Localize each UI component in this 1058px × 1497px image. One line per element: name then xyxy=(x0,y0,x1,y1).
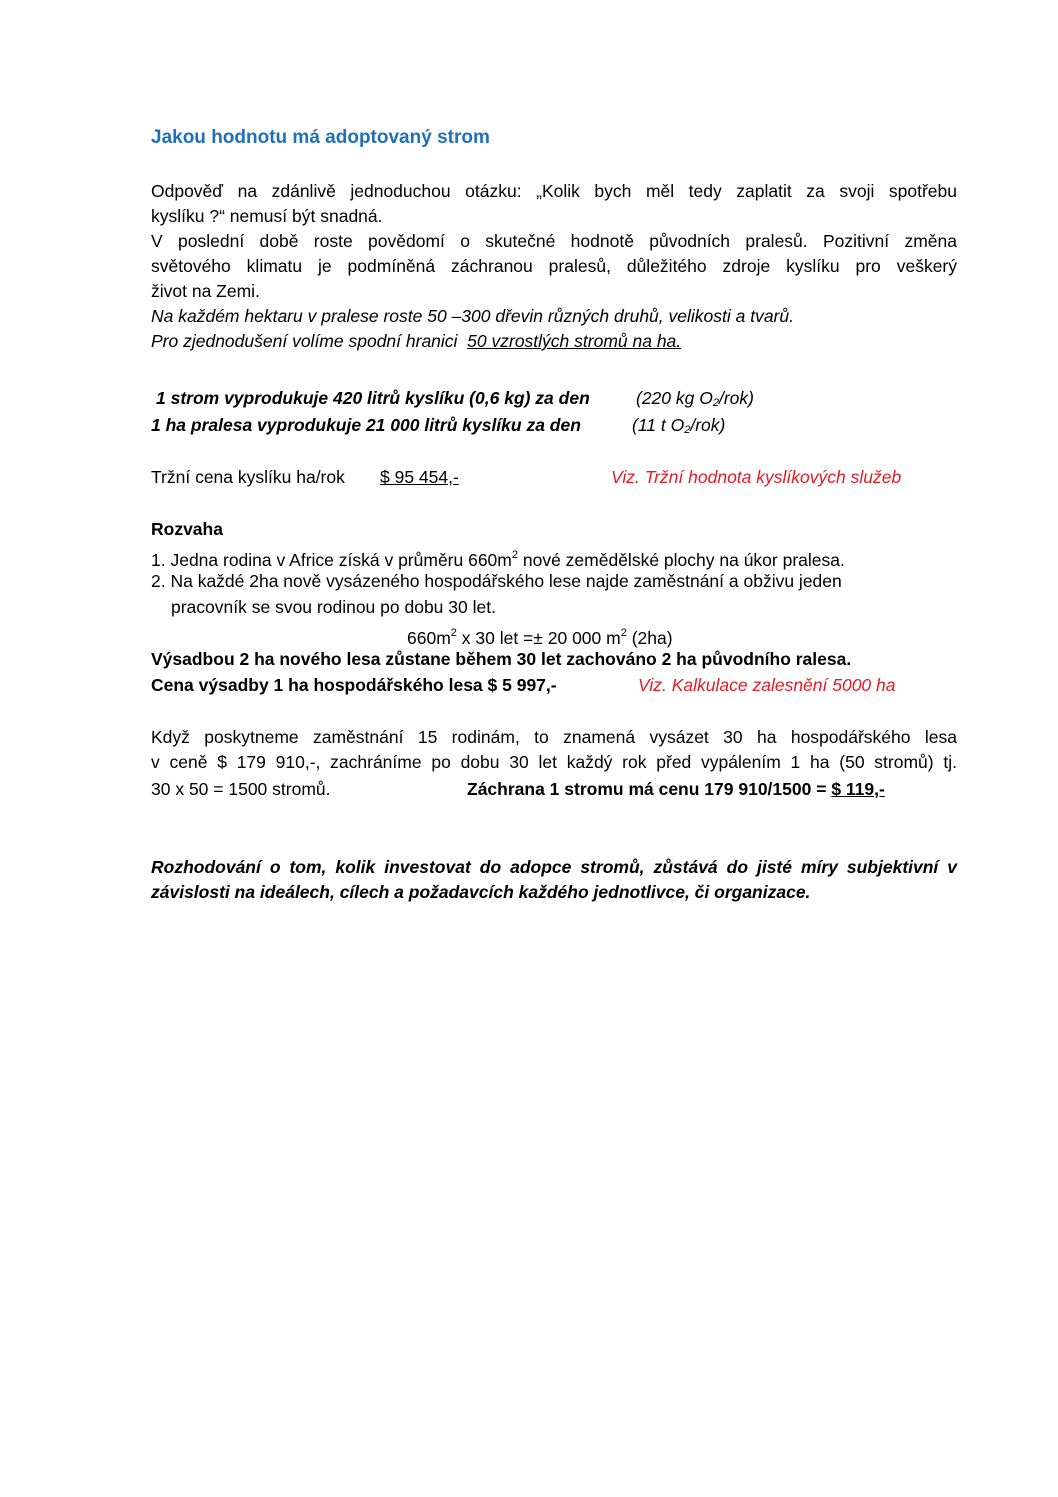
production-line1-paren-b: /rok) xyxy=(718,388,754,408)
production-line1: 1 strom vyprodukuje 420 litrů kyslíku (0,6 kg) za den xyxy=(156,388,590,408)
balance-item1-sup: 2 xyxy=(511,549,518,561)
balance-calc-sup2: 2 xyxy=(620,627,627,639)
balance-bold-line: Výsadbou 2 ha nového lesa zůstane během 30 let zachováno 2 ha původního ralesa. xyxy=(151,649,852,669)
balance-item2-line2: pracovník se svou rodinou po dobu 30 let. xyxy=(171,597,496,617)
intro-p4-underlined: 50 vzrostlých stromů na ha. xyxy=(467,331,682,351)
rescue-line3-b xyxy=(467,777,885,802)
balance-calc-a: 660m xyxy=(407,628,451,648)
rescue-line1: Když poskytneme zaměstnání 15 rodinám, to znamená vysázet 30 ha hospodářského lesa xyxy=(151,727,957,747)
balance-item1-b: nové zemědělské plochy na úkor pralesa. xyxy=(518,550,845,570)
rescue-line2: v ceně $ 179 910,-, zachráníme po dobu 30 let každý rok před vypálením 1 ha (50 stromů) tj. xyxy=(151,752,957,772)
production-line1-sub: 2 xyxy=(712,397,719,409)
production-line1-paren xyxy=(636,386,754,416)
conclusion-line2: závislosti na ideálech, cílech a požadavcích každého jednotlivce, či organizace. xyxy=(151,882,811,902)
intro-section xyxy=(151,179,957,354)
production-line2: 1 ha pralesa vyprodukuje 21 000 litrů kyslíku za den xyxy=(151,415,581,435)
rescue-cost-value: $ 119,- xyxy=(831,779,885,799)
conclusion-section xyxy=(151,855,957,905)
rescue-section xyxy=(151,725,957,775)
balance-item2-line1: 2. Na každé 2ha nově vysázeného hospodářského lese najde zaměstnání a obživu jeden xyxy=(151,571,842,591)
balance-heading: Rozvaha xyxy=(151,519,223,539)
balance-item1-a: 1. Jedna rodina v Africe získá v průměru 660m xyxy=(151,550,512,570)
market-price-reference: Viz. Tržní hodnota kyslíkových služeb xyxy=(611,467,902,487)
balance-calc-c: (2ha) xyxy=(626,628,673,648)
intro-p3: Na každém hektaru v pralese roste 50 –300 dřevin různých druhů, velikosti a tvarů. xyxy=(151,306,794,326)
production-line2-sub: 2 xyxy=(684,424,691,436)
conclusion-line1: Rozhodování o tom, kolik investovat do adopce stromů, zůstává do jisté míry subjektivní v xyxy=(151,857,957,877)
production-line2-paren-b: /rok) xyxy=(690,415,726,435)
balance-calc-sup1: 2 xyxy=(450,627,457,639)
intro-p4 xyxy=(151,329,957,354)
intro-p2-line3: život na Zemi. xyxy=(151,281,260,301)
production-line2-paren xyxy=(632,413,725,443)
intro-p2-line2: světového klimatu je podmíněná záchranou pralesů, důležitého zdroje kyslíku pro veškerý xyxy=(151,256,957,276)
intro-p4-text: Pro zjednodušení volíme spodní hranici xyxy=(151,331,458,351)
market-price-label: Tržní cena kyslíku ha/rok xyxy=(151,467,345,487)
rescue-cost-text: Záchrana 1 stromu má cenu 179 910/1500 = xyxy=(467,779,827,799)
production-line2-paren-a: (11 t O xyxy=(632,415,685,435)
planting-cost-reference: Viz. Kalkulace zalesnění 5000 ha xyxy=(638,675,896,695)
intro-p1-line1: Odpověď na zdánlivě jednoduchou otázku: „Kolik bych měl tedy zaplatit za svoji spotřebu xyxy=(151,181,957,201)
intro-p2-line1: V poslední době roste povědomí o skutečné hodnotě původních pralesů. Pozitivní změna xyxy=(151,231,957,251)
intro-p1-line2: kyslíku ?“ nemusí být snadná. xyxy=(151,206,383,226)
rescue-line3-a: 30 x 50 = 1500 stromů. xyxy=(151,779,331,799)
production-line1-paren-a: (220 kg O xyxy=(636,388,713,408)
planting-cost-label: Cena výsadby 1 ha hospodářského lesa $ 5 997,- xyxy=(151,675,557,695)
page-title: Jakou hodnotu má adoptovaný strom xyxy=(151,127,490,148)
market-price-value: $ 95 454,- xyxy=(380,467,459,487)
balance-calc-b: x 30 let =± 20 000 m xyxy=(456,628,621,648)
